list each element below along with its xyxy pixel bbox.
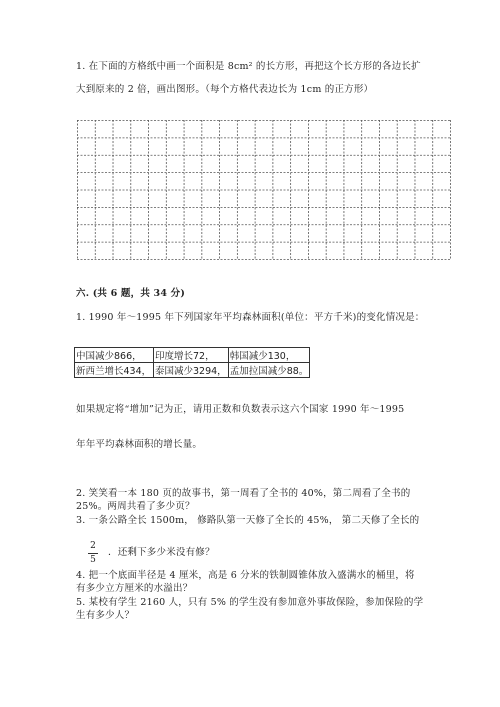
table-cell: 中国减少866， — [75, 348, 154, 363]
fraction-bar — [88, 553, 98, 554]
grid-paper — [77, 120, 451, 260]
s6-q1-follow-line-2: 年年平均森林面积的增长量。 — [76, 439, 203, 450]
table-cell: 泰国减少3294， — [154, 363, 229, 378]
s6-question-2-line-1: 2. 笑笑看一本 180 页的故事书，第一周看了全书的 40%，第二周看了全书的 — [76, 488, 411, 499]
question-1-line-2: 大到原来的 2 倍，画出图形。（每个方格代表边长为 1cm 的正方形） — [76, 84, 374, 95]
question-1-line-1: 1. 在下面的方格纸中画一个面积是 8cm² 的长方形，再把这个长方形的各边长扩 — [76, 61, 421, 72]
forest-change-table — [74, 347, 310, 378]
s6-q1-follow-line-1: 如果规定将“增加”记为正，请用正数和负数表示这六个国家 1990 年～1995 — [76, 404, 405, 415]
s6-question-3-line-2: ．还剩下多少米没有修？ — [108, 547, 215, 558]
grid-lines — [77, 120, 451, 260]
s6-question-5-line-1: 5. 某校有学生 2160 人，只有 5% 的学生没有参加意外事故保险，参加保险的学 — [76, 597, 424, 608]
table-row — [75, 363, 310, 378]
table-cell: 韩国减少130， — [228, 348, 310, 363]
s6-question-4-line-2: 有多少立方厘米的水溢出？ — [76, 583, 193, 594]
table-row — [75, 348, 310, 363]
fraction-denominator: 5 — [90, 555, 96, 565]
s6-question-3-line-1: 3. 一条公路全长 1500m， 修路队第一天修了全长的 45%， 第二天修了全长的 — [76, 515, 420, 526]
table-cell: 孟加拉国减少88。 — [228, 363, 310, 378]
s6-question-4-line-1: 4. 把一个底面半径是 4 厘米，高是 6 分米的铁制圆锥体放入盛满水的桶里，将 — [76, 570, 415, 581]
section-6-heading: 六. (共 6 题，共 34 分) — [76, 288, 186, 299]
s6-question-5-line-2: 生有多少人？ — [76, 610, 135, 621]
s6-question-1: 1. 1990 年～1995 年下列国家年平均森林面积(单位：平方千米)的变化情况是： — [76, 312, 425, 323]
s6-question-2-line-2: 25%。两周共看了多少页？ — [76, 501, 195, 512]
table-cell: 印度增长72， — [154, 348, 229, 363]
table-cell: 新西兰增长434， — [75, 363, 154, 378]
fraction-numerator: 2 — [90, 541, 96, 551]
fraction-two-fifths — [88, 541, 98, 566]
